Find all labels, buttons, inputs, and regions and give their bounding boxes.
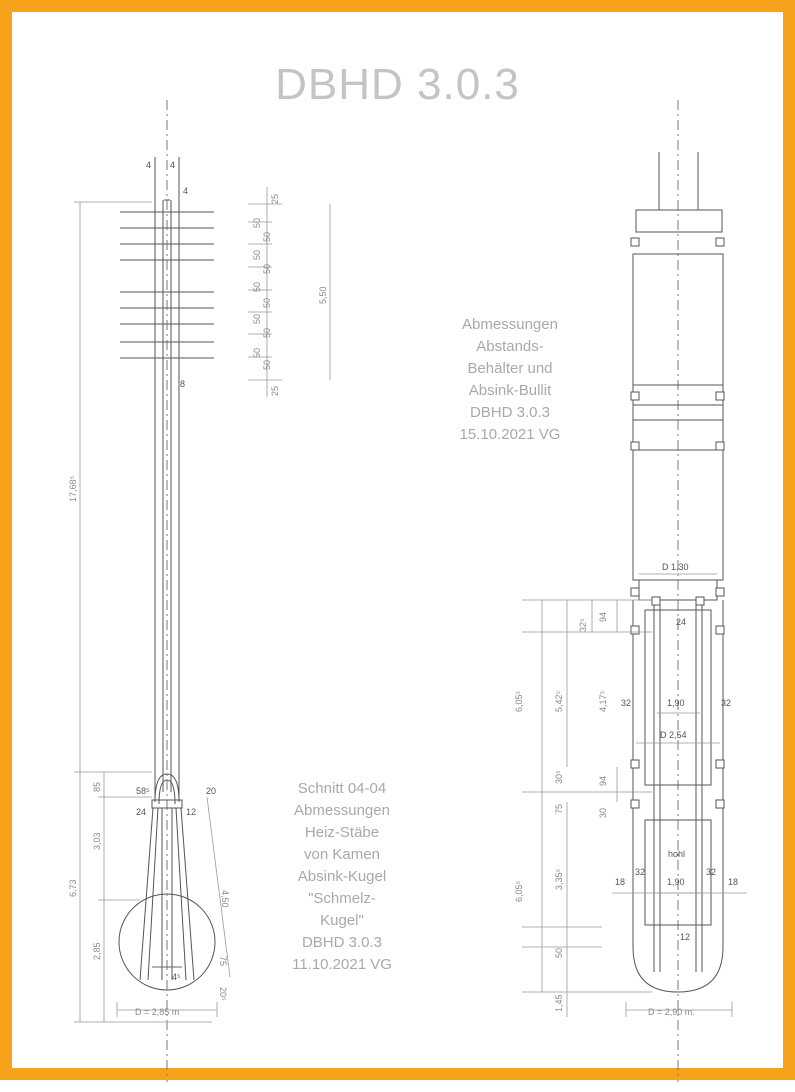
svg-text:12: 12 [680, 932, 691, 942]
svg-text:50: 50 [262, 263, 272, 274]
svg-text:3,35⁵: 3,35⁵ [554, 868, 564, 890]
dim-303: 3,03 [92, 832, 102, 850]
dim-75: 75 [218, 956, 228, 967]
svg-text:50: 50 [262, 327, 272, 338]
svg-text:6,05⁵: 6,05⁵ [514, 880, 524, 902]
right-dimension-labels [514, 562, 738, 1017]
svg-text:32: 32 [721, 698, 732, 708]
svg-text:25: 25 [270, 193, 280, 204]
left-diameter: D = 2,85 m [135, 1007, 180, 1017]
dim-673: 6,73 [68, 879, 78, 897]
svg-text:50: 50 [252, 281, 262, 292]
svg-text:32⁵: 32⁵ [578, 618, 588, 632]
dim-20b: 20⁵ [218, 987, 228, 1001]
svg-text:1,90: 1,90 [667, 877, 685, 887]
dim-total-label: 17,68⁵ [68, 475, 78, 502]
svg-text:4,17⁵: 4,17⁵ [598, 690, 608, 712]
svg-text:1,90: 1,90 [667, 698, 685, 708]
svg-text:94: 94 [598, 611, 608, 622]
dim-450: 4,50 [220, 890, 230, 908]
svg-text:18: 18 [615, 877, 626, 887]
dim-8: 8 [180, 379, 186, 389]
label-hohl: hohl [668, 849, 686, 859]
svg-text:50: 50 [252, 217, 262, 228]
svg-text:50: 50 [262, 359, 272, 370]
svg-text:50: 50 [554, 947, 564, 958]
drawing-title: DBHD 3.0.3 [275, 60, 520, 109]
note-right: Abmessungen Abstands- Behälter und Absink-Bullit DBHD 3.0.3 15.10.2021 VG [459, 316, 561, 443]
dim-12: 12 [186, 807, 197, 817]
dim-24: 24 [136, 807, 147, 817]
svg-text:30⁵: 30⁵ [554, 770, 564, 784]
dim-top-b: 4 [170, 160, 176, 170]
svg-text:94: 94 [598, 775, 608, 786]
dim-20: 20 [206, 786, 217, 796]
note-left: Schnitt 04-04 Abmessungen Heiz-Stäbe von Kamen Absink-Kugel "Schmelz- Kugel" DBHD 3.0.3 11.10.2021 VG [292, 780, 392, 973]
svg-text:50: 50 [262, 297, 272, 308]
dim-58: 58⁵ [136, 786, 150, 796]
svg-text:75: 75 [554, 803, 564, 814]
right-diameter: D = 2,90 m. [648, 1007, 695, 1017]
dim-85: 85 [92, 781, 102, 792]
svg-text:50: 50 [262, 231, 272, 242]
svg-text:50: 50 [252, 249, 262, 260]
svg-text:50: 50 [252, 347, 262, 358]
svg-text:32: 32 [621, 698, 632, 708]
dim-d254: D 2,54 [660, 730, 687, 740]
dim-d130: D 1,30 [662, 562, 689, 572]
svg-text:6,05⁵: 6,05⁵ [514, 690, 524, 712]
dim-24r: 24 [676, 617, 687, 627]
dim-top-a: 4 [146, 160, 152, 170]
svg-text:32: 32 [706, 867, 717, 877]
svg-text:18: 18 [728, 877, 739, 887]
dim-550: 5,50 [318, 286, 328, 304]
svg-text:25: 25 [270, 385, 280, 396]
svg-text:32: 32 [635, 867, 646, 877]
dim-top-c: 4 [183, 186, 189, 196]
top-cap [636, 210, 722, 232]
svg-text:5,42⁵: 5,42⁵ [554, 690, 564, 712]
svg-text:50: 50 [252, 313, 262, 324]
svg-text:30: 30 [598, 807, 608, 818]
dim-4: 4⁵ [172, 972, 181, 982]
svg-text:1,45: 1,45 [554, 994, 564, 1012]
dim-285: 2,85 [92, 942, 102, 960]
